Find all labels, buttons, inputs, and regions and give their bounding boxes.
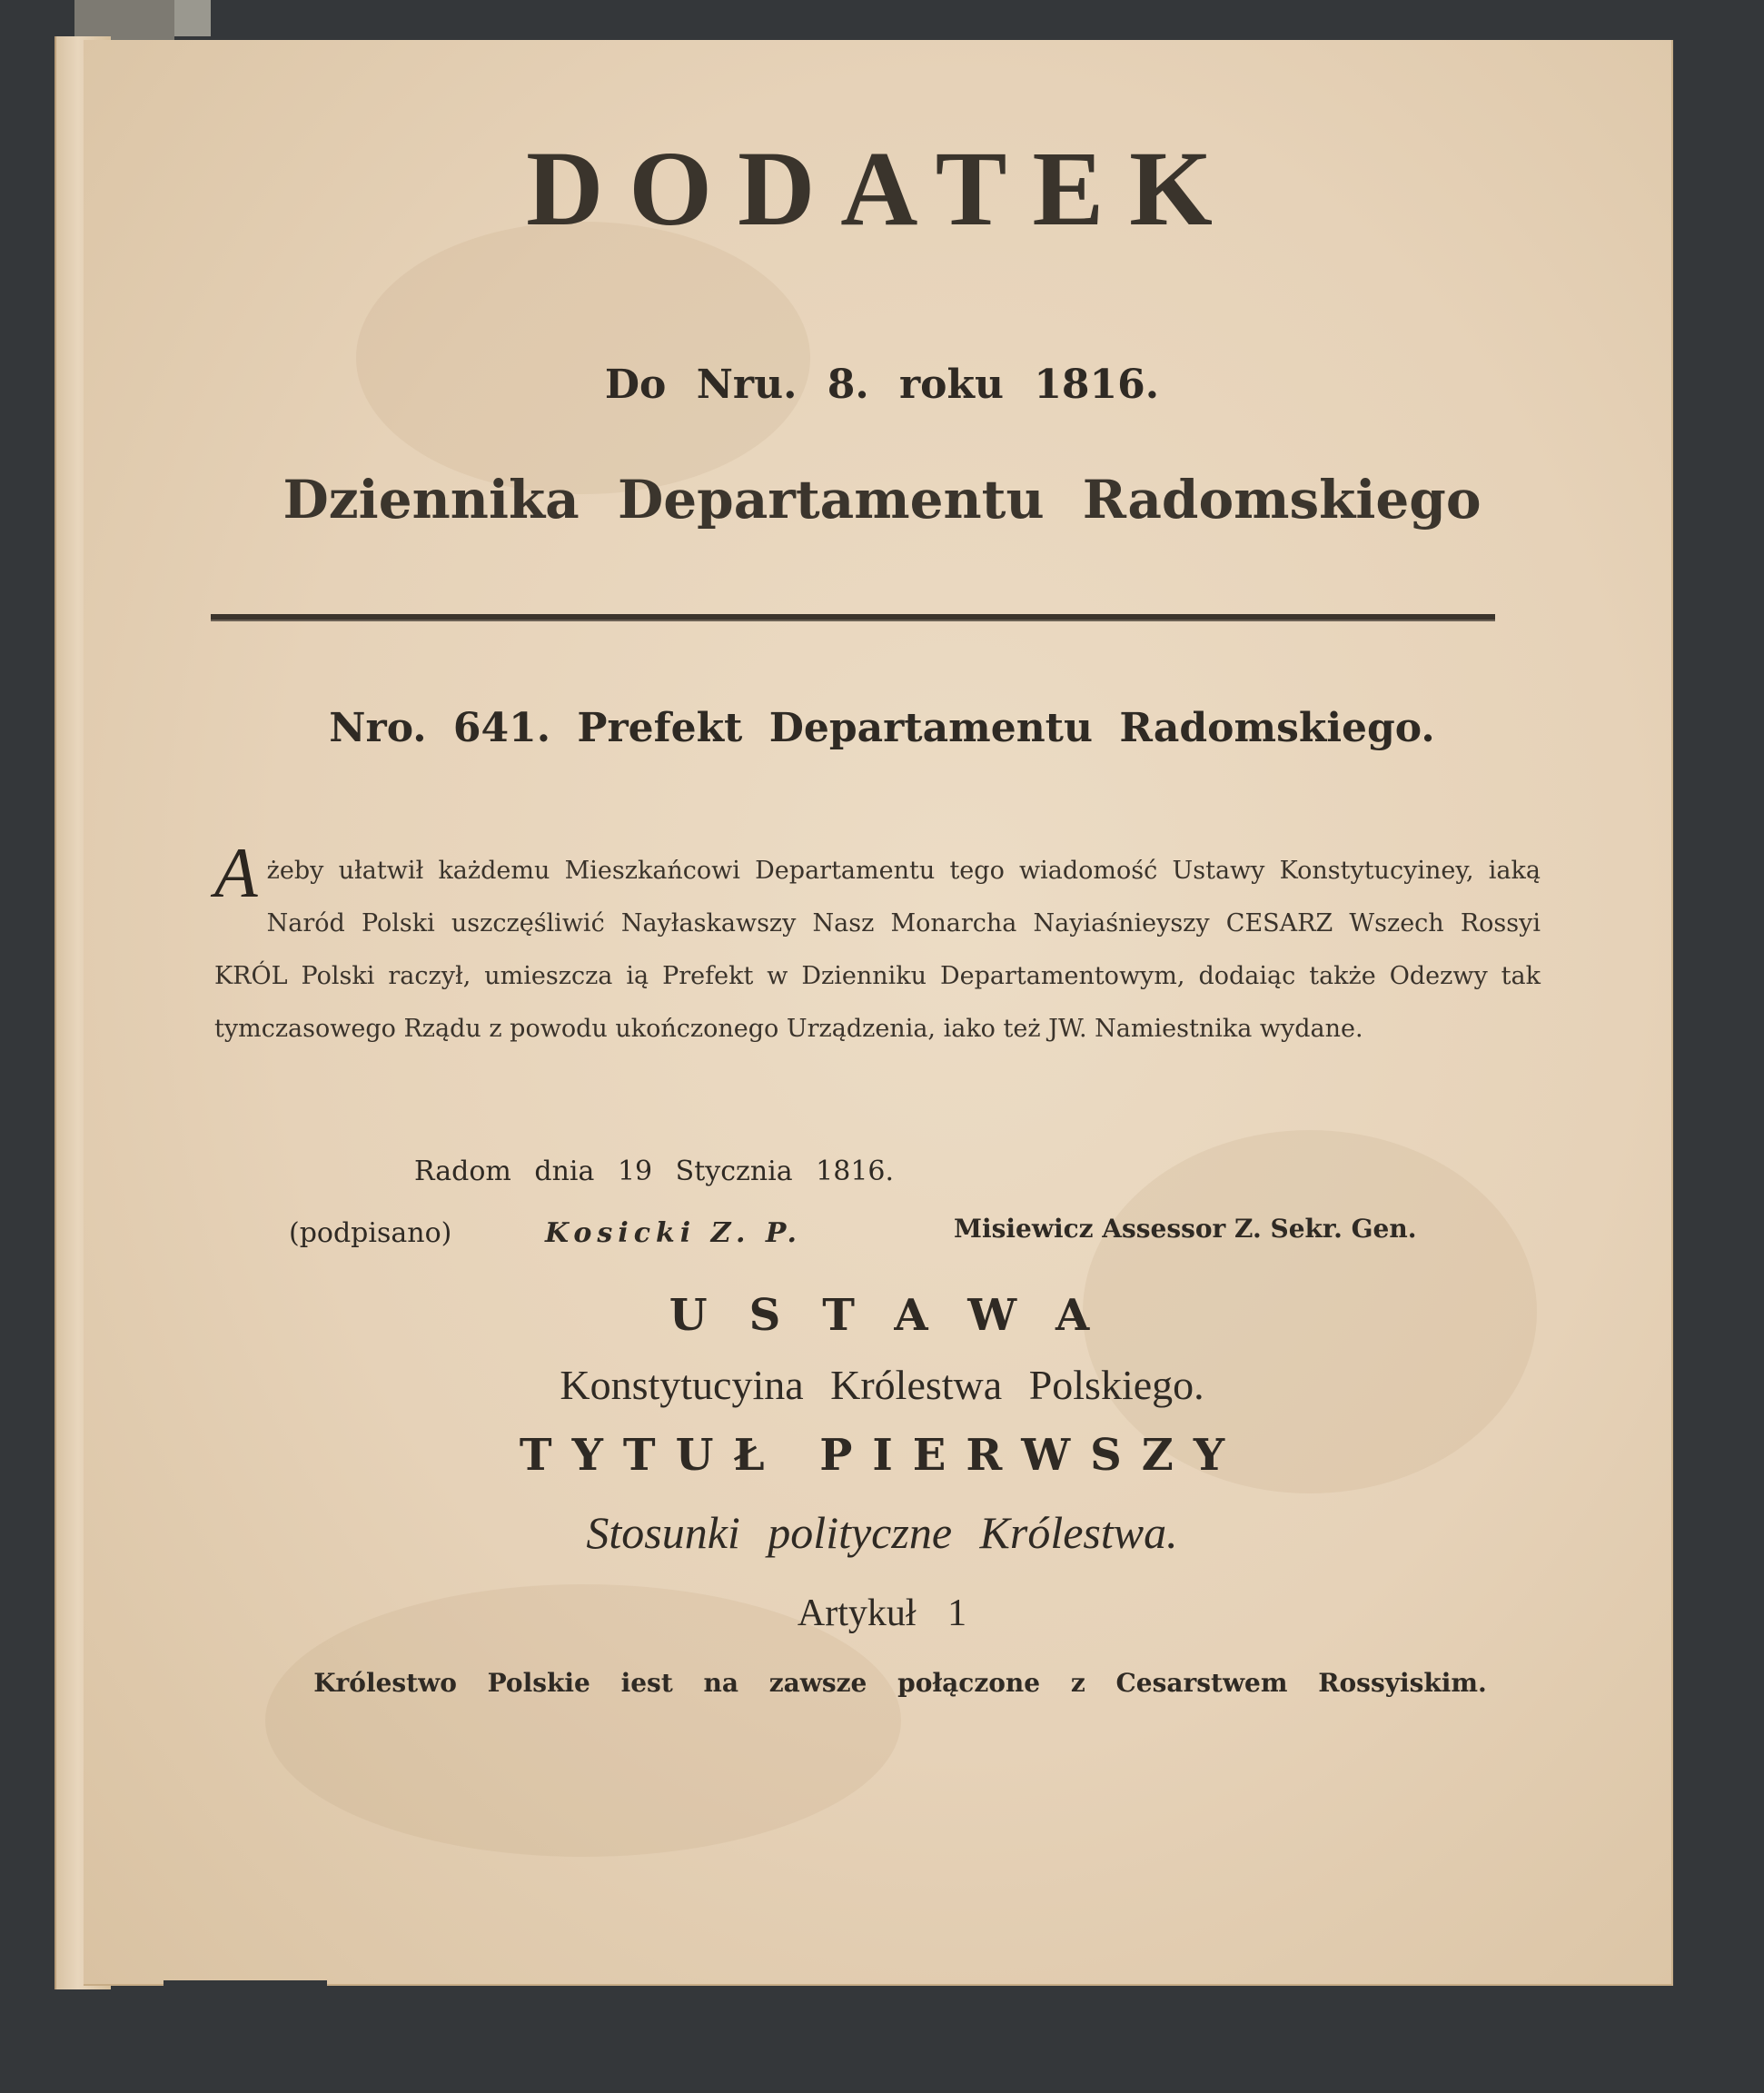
- signature-secretary: Misiewicz Assessor Z. Sekr. Gen.: [954, 1214, 1417, 1244]
- paper-stain: [356, 222, 810, 494]
- scan-corner: [164, 1980, 327, 2080]
- article-heading: Artykuł 1: [797, 1592, 967, 1634]
- paragraph-text: żeby ułatwił każdemu Mieszkańcowi Departamentu tego wiadomość Ustawy Konstytucyiney, iaką Naród Polski uszczęśliwić Nayłaskawszy Nasz Monarcha Nayiaśnieyszy CESARZ Wszech Rossyi KRÓL Polski raczył, umieszcza ią Prefekt w Dzienniku Departamentowym, dodaiąc także Odezwy tak tymczasowego Rządu z powodu ukończonego Urządzenia, iako też JW. Namiestnika wydane.: [214, 857, 1541, 1043]
- title-heading: TYTUŁ PIERWSZY: [519, 1430, 1245, 1481]
- article-text: Królestwo Polskie iest na zawsze połączone z Cesarstwem Rossyiskim.: [313, 1668, 1487, 1698]
- announcement-heading: Nro. 641. Prefekt Departamentu Radomskiego.: [329, 705, 1435, 751]
- issue-reference: Do Nru. 8. roku 1816.: [604, 362, 1160, 408]
- title-subheading: Stosunki polityczne Królestwa.: [586, 1507, 1178, 1558]
- section-subtitle: Konstytucyina Królestwa Polskiego.: [560, 1362, 1204, 1408]
- document-title: DODATEK: [526, 129, 1238, 248]
- header-rule: [211, 614, 1495, 621]
- spine-edge-light: [174, 0, 211, 36]
- announcement-paragraph: [214, 833, 1541, 1056]
- drop-cap: A: [214, 833, 258, 912]
- signed-label: (podpisano): [289, 1217, 452, 1249]
- section-title: USTAWA: [669, 1290, 1132, 1341]
- dateline: Radom dnia 19 Stycznia 1816.: [414, 1156, 895, 1187]
- journal-name: Dziennika Departamentu Radomskiego: [282, 469, 1482, 531]
- signature-prefect: Kosicki Z. P.: [545, 1217, 802, 1249]
